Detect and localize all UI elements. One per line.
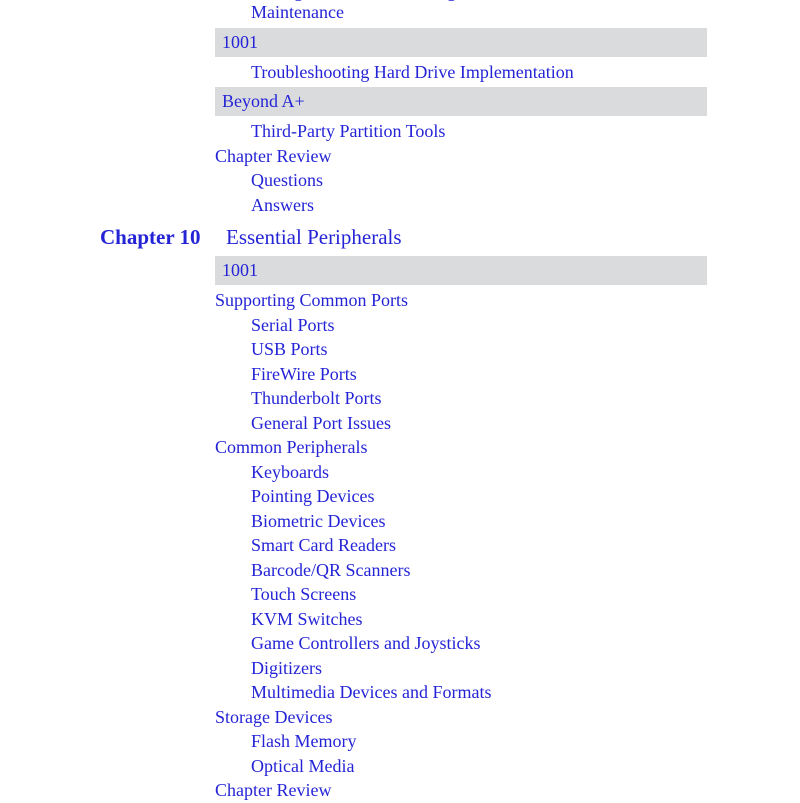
toc-link-maintenance[interactable]: Maintenance (251, 2, 344, 22)
toc-link-third-party-partition-tools[interactable]: Third-Party Partition Tools (251, 121, 446, 141)
toc-link-touch-screens[interactable]: Touch Screens (251, 584, 357, 604)
toc-link-general-port-issues[interactable]: General Port Issues (251, 412, 391, 433)
toc-link-storage-devices[interactable]: Storage Devices (215, 706, 333, 727)
toc-link-answers[interactable]: Answers (251, 194, 314, 215)
chapter-title: Essential Peripherals (226, 225, 402, 249)
chapter-number: Chapter 10 (100, 225, 201, 249)
toc-link-chapter-review[interactable]: Chapter Review (215, 145, 332, 166)
toc-link-multimedia-devices-and-formats[interactable]: Multimedia Devices and Formats (251, 682, 492, 702)
toc-link-usb-ports[interactable]: USB Ports (251, 339, 328, 359)
toc-link-serial-ports[interactable]: Serial Ports (251, 314, 335, 335)
toc-link-game-controllers-and-joysticks[interactable]: Game Controllers and Joysticks (251, 633, 481, 653)
toc-link-firewire-ports[interactable]: FireWire Ports (251, 363, 357, 384)
toc-link-flash-memory[interactable]: Flash Memory (251, 731, 357, 751)
toc-link-smart-card-readers[interactable]: Smart Card Readers (251, 535, 396, 555)
toc-link-kvm-switches[interactable]: KVM Switches (251, 608, 363, 629)
toc-link-optical-media[interactable]: Optical Media (251, 755, 355, 776)
toc-link-digitizers[interactable]: Digitizers (251, 657, 322, 678)
toc-link-chapter-review[interactable]: Chapter Review (215, 780, 332, 800)
toc-link-keyboards[interactable]: Keyboards (251, 461, 329, 482)
toc-link-supporting-common-ports[interactable]: Supporting Common Ports (215, 290, 409, 310)
toc-bar-1001[interactable]: 1001 (215, 256, 707, 285)
toc-chapter-heading-chapter-10[interactable] (0, 225, 800, 250)
toc-link-troubleshooting-hard-drive-implementation[interactable]: Troubleshooting Hard Drive Implementation (251, 61, 574, 82)
toc-link-thunderbolt-ports[interactable]: Thunderbolt Ports (251, 388, 382, 408)
toc-link-common-peripherals[interactable]: Common Peripherals (215, 437, 368, 457)
toc-bar-beyond-a[interactable]: Beyond A+ (215, 87, 707, 116)
toc-link-questions[interactable]: Questions (251, 170, 323, 190)
toc-link-biometric-devices[interactable]: Biometric Devices (251, 510, 386, 531)
toc-link-pointing-devices[interactable]: Pointing Devices (251, 486, 375, 506)
toc-bar-1001[interactable]: 1001 (215, 28, 707, 57)
toc-link-barcode-qr-scanners[interactable]: Barcode/QR Scanners (251, 559, 411, 580)
